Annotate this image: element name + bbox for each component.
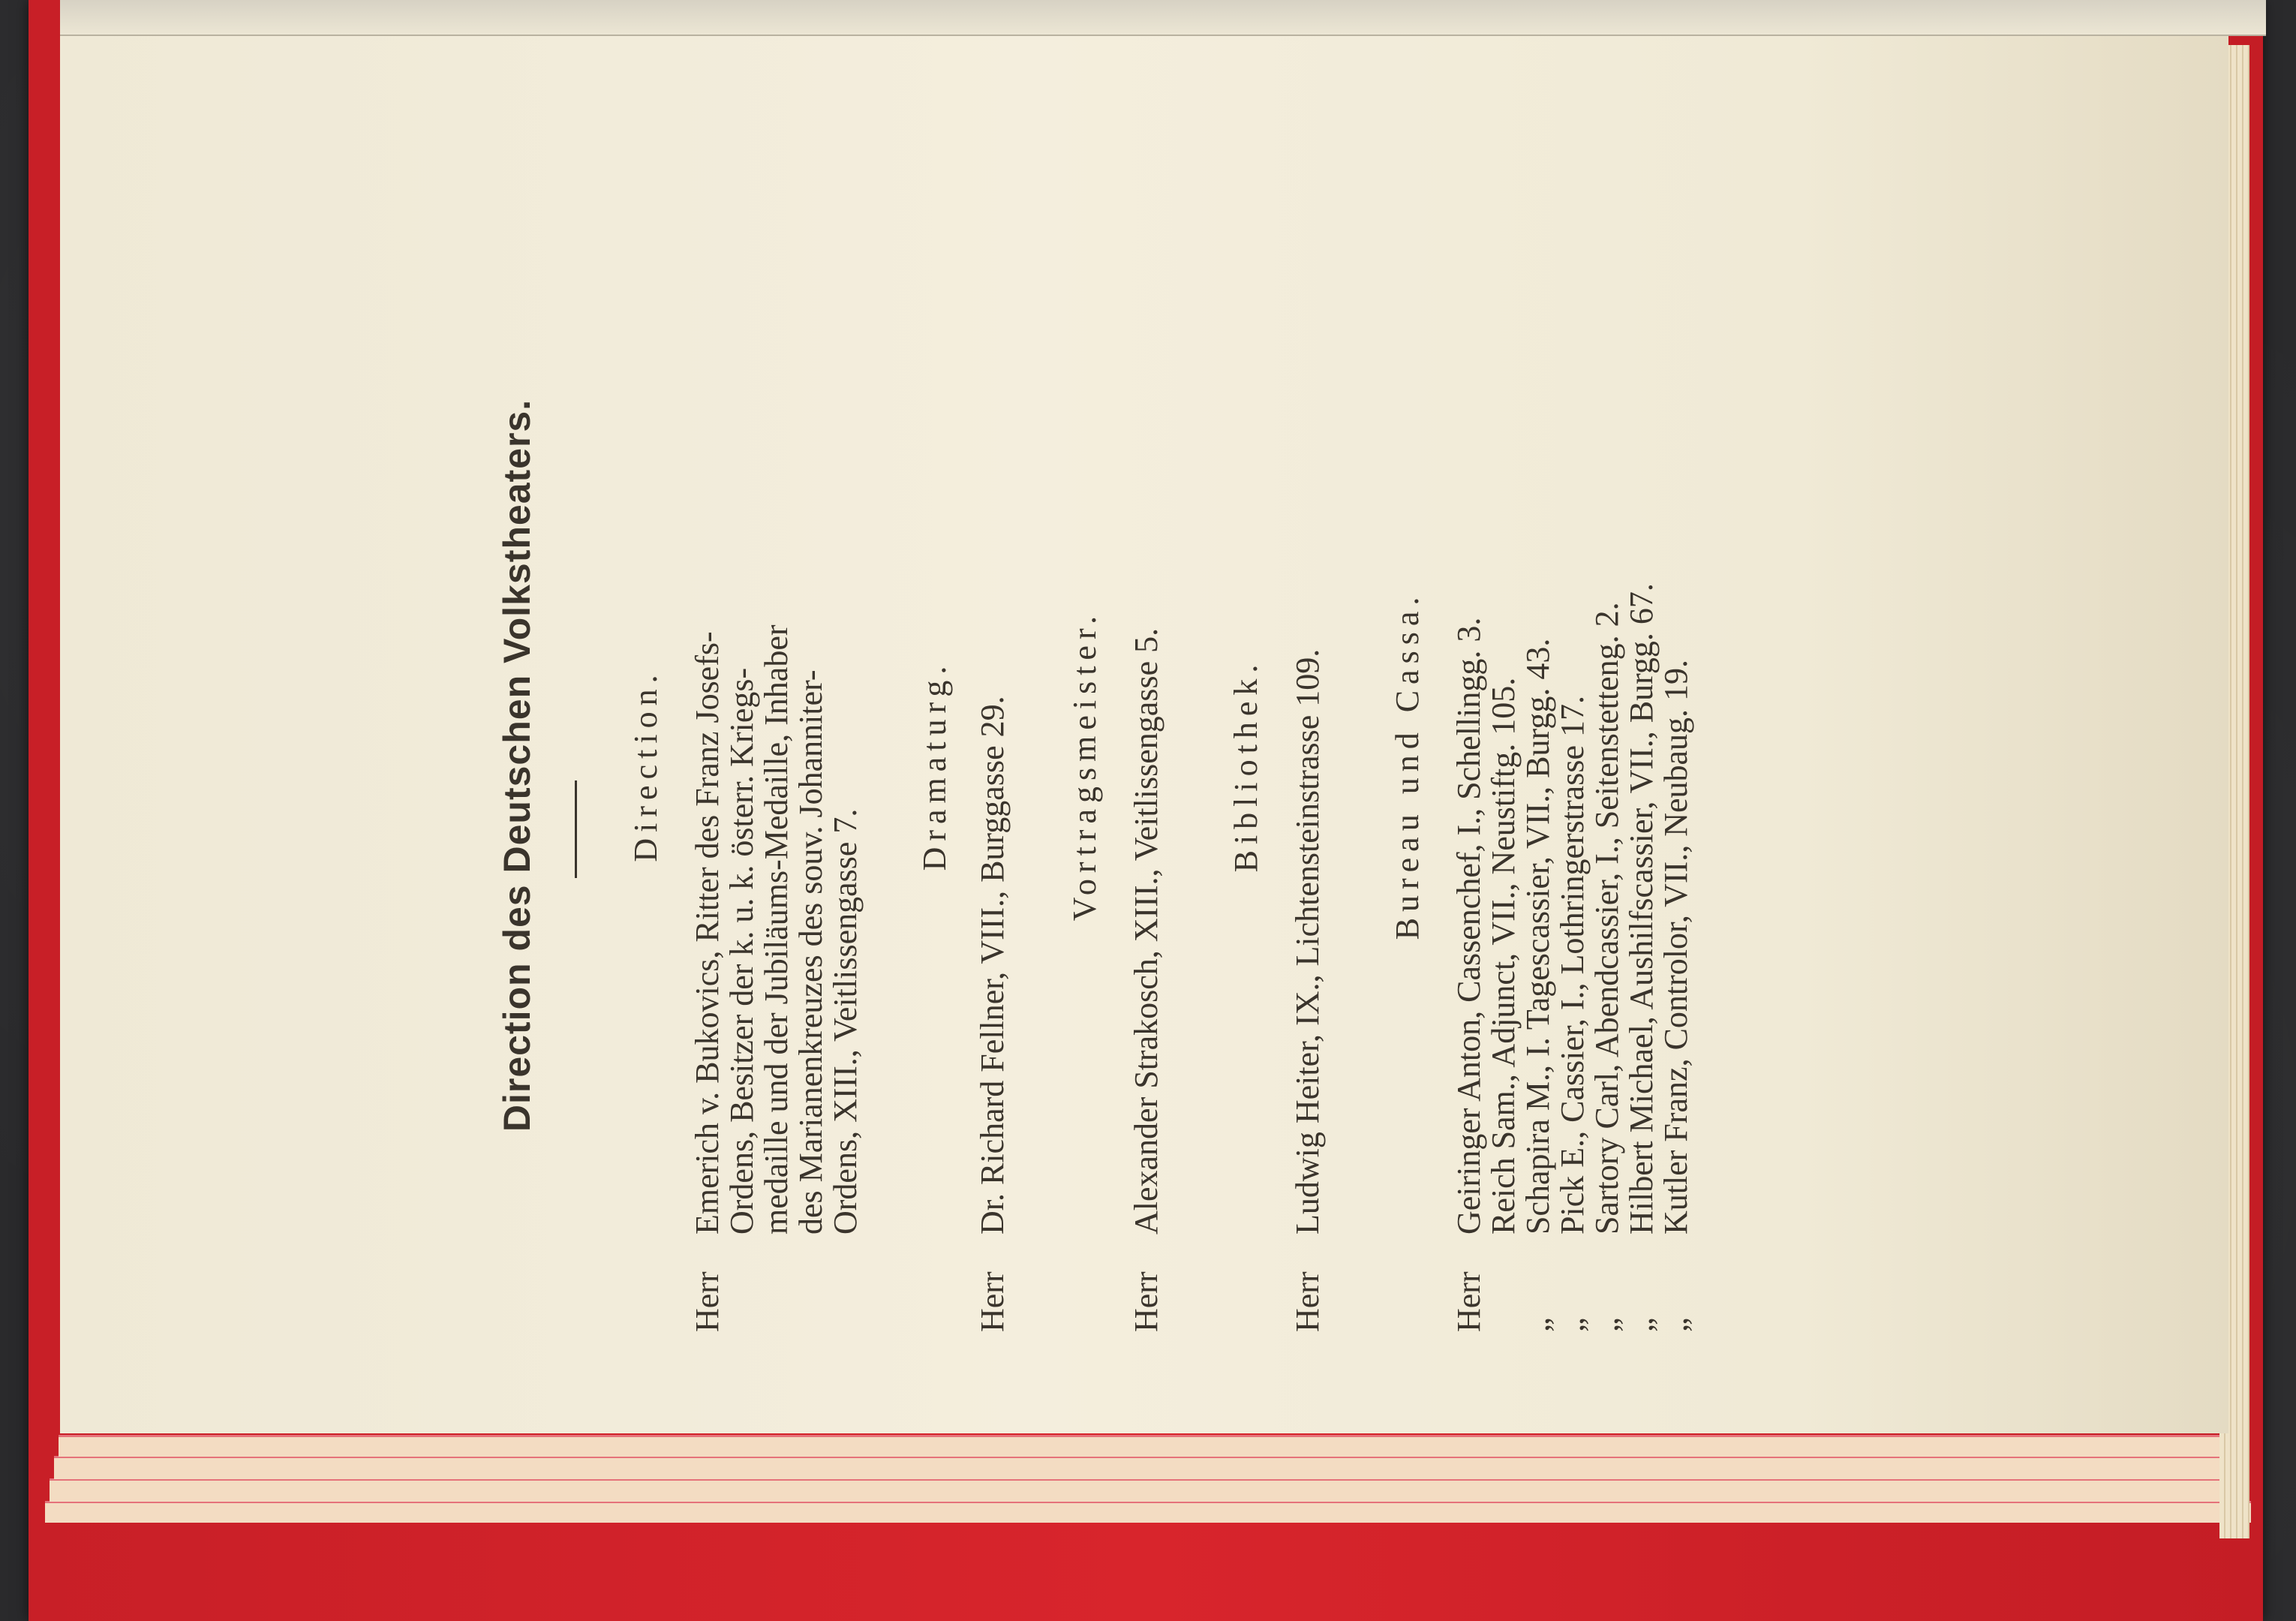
- row-text: Geiringer Anton, Cassenchef, I., Schellingg. 3.: [1450, 617, 1487, 1235]
- book-page: [60, 0, 2228, 1433]
- page-edge: [50, 1478, 2245, 1502]
- row-text: Hilbert Michael, Aushilfscassier, VII., Burgg. 67.: [1623, 583, 1660, 1235]
- entry-prefix: Herr: [974, 1271, 1011, 1332]
- row-text: Schapira M., I. Tagescassier, VII., Burgg. 43.: [1519, 638, 1556, 1235]
- row-text: Pick E., Cassier, I., Lothringerstrasse 17.: [1554, 696, 1591, 1235]
- entry-line: Alexander Strakosch, XIII., Veitlissengasse 5.: [1128, 627, 1165, 1235]
- list-item: [1624, 244, 1659, 1332]
- page-heading: Direction des Deutschen Volkstheaters.: [496, 398, 538, 1132]
- entry-line: medaille und der Jubiläums-Medaille, Inhaber: [758, 624, 795, 1235]
- page-edge: [54, 1456, 2237, 1479]
- entry-prefix: Herr: [1128, 1271, 1165, 1332]
- entry-line: Ordens, XIII., Veitlissengasse 7.: [827, 808, 864, 1235]
- entry-prefix: Herr: [1289, 1271, 1326, 1332]
- entry-line: Ludwig Heiter, IX., Lichtensteinstrasse 109.: [1289, 648, 1326, 1235]
- entry-line: Ordens, Besitzer der k. u. k. österr. Kriegs-: [723, 667, 760, 1235]
- section-title-vortragsmeister: Vortragsmeister.: [1066, 609, 1103, 922]
- list-item: [1659, 244, 1693, 1332]
- entry-line: Dr. Richard Fellner, VIII., Burggasse 29.: [974, 696, 1011, 1235]
- row-text: Reich Sam., Adjunct, VII., Neustiftg. 105.: [1485, 677, 1522, 1235]
- bureau-list: [1452, 244, 1693, 1332]
- entry-line: Emerich v. Bukovics, Ritter des Franz Josefs-: [689, 631, 726, 1235]
- page-edge: [45, 1501, 2251, 1523]
- row-text: Kutler Franz, Controlor, VII., Neubaug. 19.: [1657, 659, 1694, 1235]
- section-title-bibliothek: Bibliothek.: [1228, 658, 1264, 873]
- list-item: [1452, 244, 1486, 1332]
- row-mark: „: [1657, 1317, 1694, 1332]
- list-item: [1486, 244, 1521, 1332]
- row-mark: „: [1554, 1317, 1591, 1332]
- row-mark: Herr: [1450, 1271, 1487, 1332]
- row-mark: „: [1623, 1317, 1660, 1332]
- section-title-dramaturg: Dramaturg.: [916, 660, 953, 871]
- entry-prefix: Herr: [689, 1271, 726, 1332]
- list-item: [1590, 244, 1624, 1332]
- entry-line: des Marianenkreuzes des souv. Johanniter-: [792, 669, 829, 1235]
- row-mark: „: [1519, 1317, 1556, 1332]
- page-edge: [59, 1435, 2228, 1457]
- list-item: [1555, 244, 1590, 1332]
- section-title-bureau: Bureau und Cassa.: [1389, 591, 1426, 940]
- heading-rule: [575, 780, 577, 878]
- page-top-edge: [60, 0, 2266, 36]
- row-text: Sartory Carl, Abendcassier, I., Seitenstetteng. 2.: [1588, 602, 1625, 1235]
- list-item: [1521, 244, 1555, 1332]
- rotated-text-block: [495, 128, 1696, 1403]
- section-title-direction: Direction.: [627, 669, 664, 862]
- row-mark: „: [1588, 1317, 1625, 1332]
